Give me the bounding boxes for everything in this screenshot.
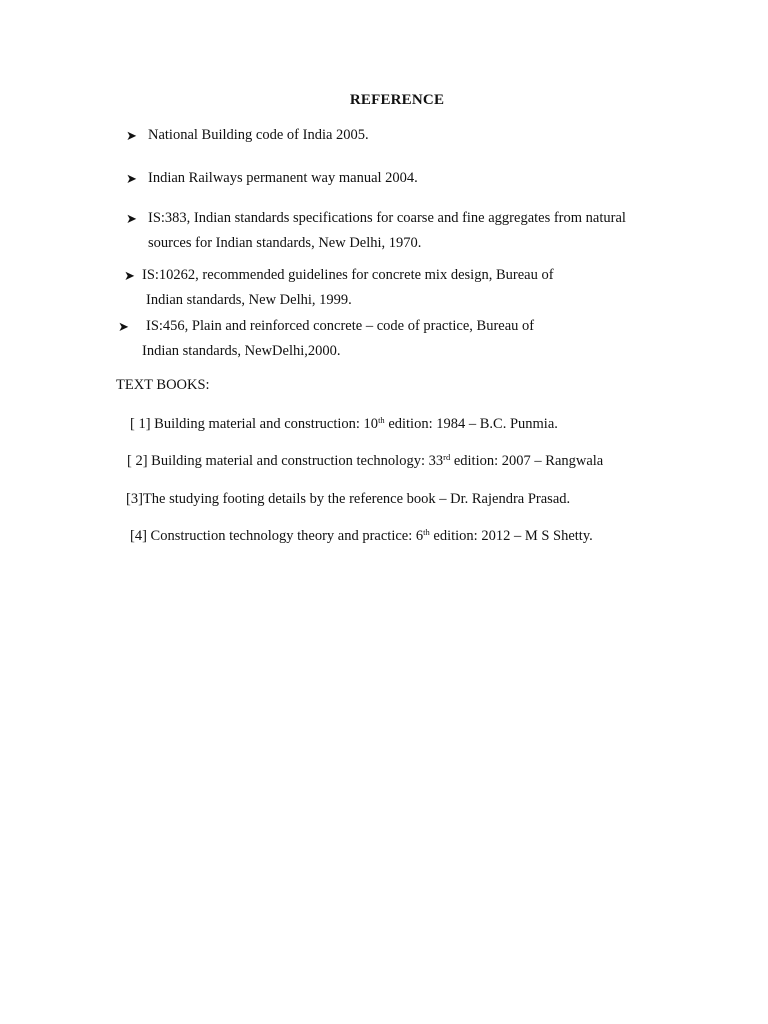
text-book-title: [3]The studying footing details by the reference book – Dr. Rajendra Prasad. (126, 491, 571, 507)
reference-line: IS:456, Plain and reinforced concrete – code of practice, Bureau of (146, 318, 535, 334)
text-book-entry (127, 453, 603, 470)
text-book-entry (126, 491, 570, 508)
reference-line: IS:383, Indian standards specifications for coarse and fine aggregates from natural (148, 210, 626, 226)
text-book-title: [ 2] Building material and construction technology: 33 (127, 453, 444, 469)
arrowhead-bullet-icon: ➤ (126, 171, 137, 186)
arrowhead-bullet-icon: ➤ (126, 211, 137, 226)
page-title: REFERENCE (349, 92, 445, 108)
text-book-details: edition: 2007 – Rangwala (450, 453, 604, 469)
reference-item (124, 263, 554, 313)
reference-text (126, 206, 626, 256)
ordinal-suffix: th (378, 415, 385, 425)
arrowhead-bullet-icon: ➤ (126, 128, 137, 143)
reference-text (126, 123, 369, 148)
text-book-entry (130, 416, 558, 433)
reference-item (126, 206, 626, 256)
reference-text (126, 166, 418, 191)
arrowhead-bullet-icon: ➤ (124, 268, 135, 283)
reference-item (126, 123, 369, 148)
text-book-entry (130, 528, 593, 545)
reference-line: sources for Indian standards, New Delhi, 1970. (148, 235, 422, 251)
reference-line: Indian Railways permanent way manual 2004. (148, 170, 418, 186)
reference-item (118, 314, 534, 364)
reference-text (124, 263, 554, 313)
reference-line: Indian standards, NewDelhi,2000. (142, 343, 341, 359)
text-book-details: edition: 2012 – M S Shetty. (429, 528, 593, 544)
ordinal-suffix: th (423, 527, 430, 537)
text-book-title: [ 1] Building material and construction: 10 (130, 416, 379, 432)
reference-line: IS:10262, recommended guidelines for concrete mix design, Bureau of (142, 267, 554, 283)
ordinal-suffix: rd (443, 452, 451, 462)
arrowhead-bullet-icon: ➤ (118, 319, 129, 334)
text-book-details: edition: 1984 – B.C. Punmia. (384, 416, 558, 432)
reference-line: Indian standards, New Delhi, 1999. (146, 292, 352, 308)
text-books-heading: TEXT BOOKS: (116, 377, 210, 393)
reference-item (126, 166, 418, 191)
reference-text (118, 314, 534, 364)
text-book-title: [4] Construction technology theory and practice: 6 (130, 528, 424, 544)
reference-line: National Building code of India 2005. (148, 127, 369, 143)
